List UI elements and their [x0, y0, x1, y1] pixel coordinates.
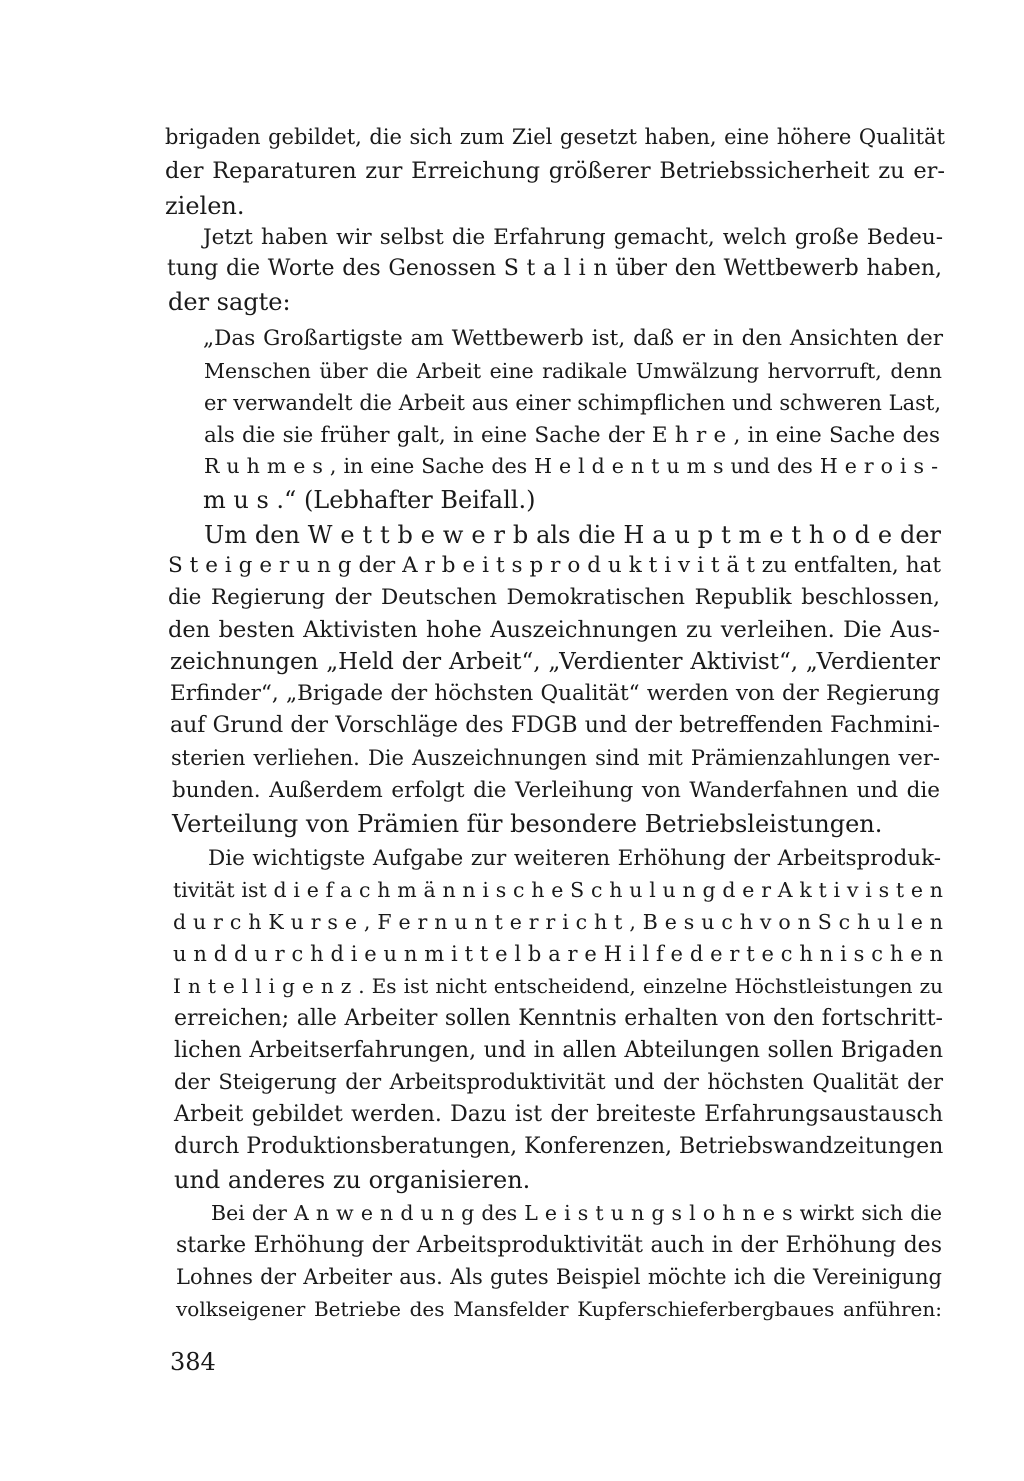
quote-line: Menschen über die Arbeit eine radikale Umwälzung hervorruft, denn [204, 359, 942, 383]
quote-line: m u s .“ (Lebhafter Beifall.) [203, 486, 536, 514]
text-line: d u r c h K u r s e , F e r n u n t e r r i c h t , B e s u c h v o n S c h u l e n [173, 910, 943, 934]
text-line: I n t e l l i g e n z . Es ist nicht entscheidend, einzelne Höchstleistungen zu [173, 974, 943, 998]
quote-line: R u h m e s , in eine Sache des H e l d e n t u m s und des H e r o i s - [204, 454, 938, 478]
text-line: u n d d u r c h d i e u n m i t t e l b a r e H i l f e d e r t e c h n i s c h e n [173, 942, 943, 966]
text-line: auf Grund der Vorschläge des FDGB und der betreffenden Fachmini- [170, 713, 940, 738]
text-line: Arbeit gebildet werden. Dazu ist der breiteste Erfahrungsaustausch [174, 1102, 943, 1127]
text-line: starke Erhöhung der Arbeitsproduktivität auch in der Erhöhung des [176, 1233, 942, 1258]
text-line: erreichen; alle Arbeiter sollen Kenntnis erhalten von den fortschritt- [174, 1006, 943, 1031]
text-line: volkseigener Betriebe des Mansfelder Kupferschieferbergbaues anführen: [176, 1297, 942, 1321]
text-line: lichen Arbeitserfahrungen, und in allen Abteilungen sollen Brigaden [174, 1038, 943, 1063]
text-line: zielen. [165, 192, 245, 220]
text-line: bunden. Außerdem erfolgt die Verleihung von Wanderfahnen und die [172, 778, 940, 803]
text-line: der Reparaturen zur Erreichung größerer Betriebssicherheit zu er- [165, 158, 945, 184]
text-line: Die wichtigste Aufgabe zur weiteren Erhöhung der Arbeitsproduk- [208, 846, 941, 871]
text-line: Bei der A n w e n d u n g des L e i s t u n g s l o h n e s wirkt sich die [211, 1201, 942, 1225]
text-line: Um den W e t t b e w e r b als die H a u p t m e t h o d e der [204, 521, 941, 549]
text-line: und anderes zu organisieren. [174, 1166, 531, 1194]
text-line: durch Produktionsberatungen, Konferenzen, Betriebswandzeitungen [174, 1134, 944, 1159]
quote-line: „Das Großartigste am Wettbewerb ist, daß er in den Ansichten der [203, 326, 943, 351]
text-line: Verteilung von Prämien für besondere Betriebsleistungen. [172, 810, 883, 838]
text-line: brigaden gebildet, die sich zum Ziel gesetzt haben, eine höhere Qualität [165, 125, 945, 149]
text-line: der Steigerung der Arbeitsproduktivität und der höchsten Qualität der [174, 1070, 943, 1094]
text-line: tung die Worte des Genossen S t a l i n über den Wettbewerb haben, [167, 256, 942, 281]
quote-line: als die sie früher galt, in eine Sache der E h r e , in eine Sache des [204, 423, 940, 448]
page-number: 384 [170, 1348, 216, 1376]
text-line: den besten Aktivisten hohe Auszeichnungen zu verleihen. Die Aus- [168, 617, 940, 643]
text-line: sterien verliehen. Die Auszeichnungen sind mit Prämienzahlungen ver- [171, 746, 940, 770]
quote-line: er verwandelt die Arbeit aus einer schimpflichen und schweren Last, [204, 391, 941, 415]
text-line: Lohnes der Arbeiter aus. Als gutes Beispiel möchte ich die Vereinigung [176, 1265, 942, 1289]
text-line: S t e i g e r u n g der A r b e i t s p r o d u k t i v i t ä t zu entfalten, hat [168, 553, 941, 578]
text-line: die Regierung der Deutschen Demokratischen Republik beschlossen, [168, 585, 940, 610]
text-line: tivität ist d i e f a c h m ä n n i s c h e S c h u l u n g d e r A k t i v i s t e n [173, 878, 943, 902]
text-line: zeichnungen „Held der Arbeit“, „Verdienter Aktivist“, „Verdienter [170, 649, 940, 675]
text-line: Jetzt haben wir selbst die Erfahrung gemacht, welch große Bedeu- [203, 225, 943, 250]
text-line: der sagte: [168, 288, 291, 316]
text-line: Erfinder“, „Brigade der höchsten Qualität“ werden von der Regierung [170, 681, 940, 706]
